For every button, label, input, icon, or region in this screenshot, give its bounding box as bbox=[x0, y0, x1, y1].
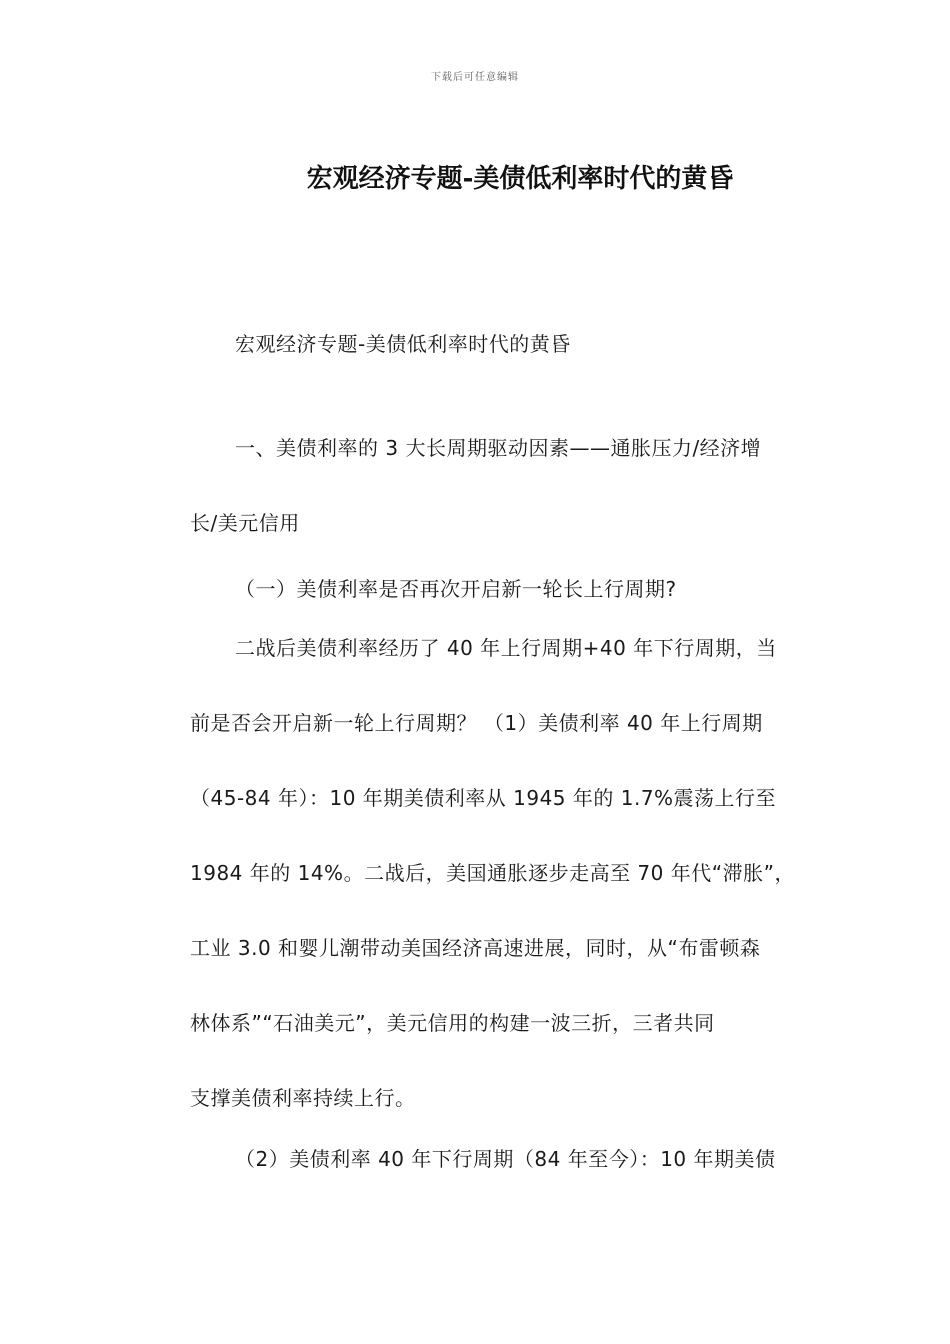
body-line: 支撑美债利率持续上行。 bbox=[190, 1086, 416, 1110]
body-line: 1984 年的 14%。二战后，美国通胀逐步走高至 70 年代“滞胀”， bbox=[190, 861, 795, 885]
body-line: 二战后美债利率经历了 40 年上行周期+40 年下行周期，当 bbox=[235, 636, 777, 660]
body-line: 工业 3.0 和婴儿潮带动美国经济高速进展，同时，从“布雷顿森 bbox=[190, 936, 761, 960]
subtitle-line: 宏观经济专题-美债低利率时代的黄昏 bbox=[235, 332, 571, 356]
body-line: 一、美债利率的 3 大长周期驱动因素——通胀压力/经济增 bbox=[235, 436, 762, 460]
body-line: 长/美元信用 bbox=[190, 511, 300, 535]
body-line: （45-84 年）：10 年期美债利率从 1945 年的 1.7%震荡上行至 bbox=[190, 786, 777, 810]
section-heading: （一）美债利率是否再次开启新一轮长上行周期? bbox=[235, 577, 677, 601]
document-title: 宏观经济专题-美债低利率时代的黄昏 bbox=[306, 164, 734, 194]
body-line: 林体系”“石油美元”，美元信用的构建一波三折，三者共同 bbox=[190, 1011, 715, 1035]
header-note: 下载后可任意编辑 bbox=[431, 72, 519, 83]
body-line: 前是否会开启新一轮上行周期？ （1）美债利率 40 年上行周期 bbox=[190, 711, 763, 735]
body-line: （2）美债利率 40 年下行周期（84 年至今）：10 年期美债 bbox=[235, 1147, 776, 1171]
